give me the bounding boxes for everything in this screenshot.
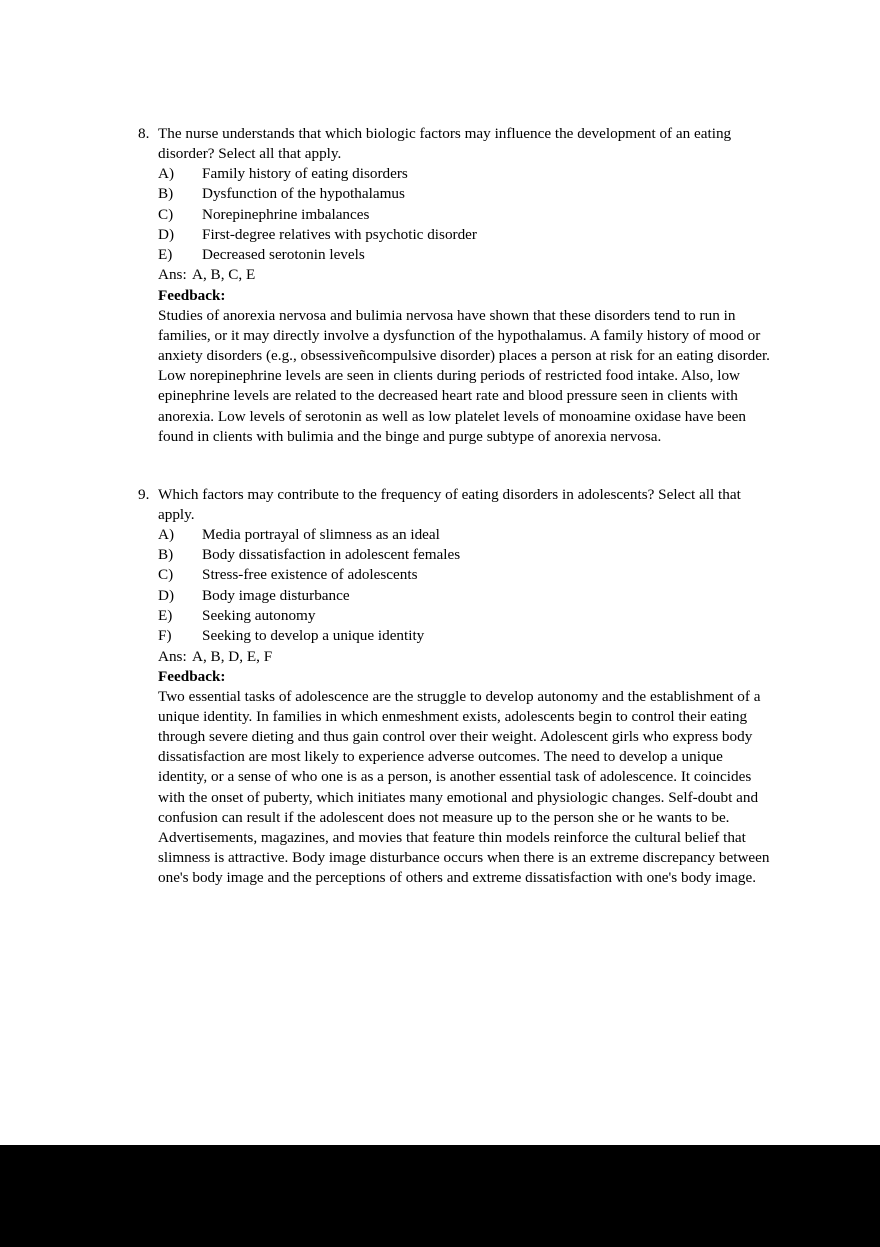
option-text: Norepinephrine imbalances (202, 205, 370, 223)
feedback-text: Two essential tasks of adolescence are the struggle to develop autonomy and the establishment of a unique identity. In families in which enmeshment exists, adolescents begin to control their eating through severe dieting and thus gain control over their weight. Adolescent girls who express body dissatisfaction are most likely to experience adverse outcomes. The need to develop a unique identity, or a sense of who one is as a person, is another essential task of adolescence. It coincides with the onset of puberty, which initiates many emotional and physiologic changes. Self-doubt and confusion can result if the adolescent does not measure up to the person she or he wants to be. Advertisements, magazines, and movies that feature thin models reinforce the cultural belief that slimness is attractive. Body image disturbance occurs when there is an extreme discrepancy between one's body image and the perceptions of others and extreme dissatisfaction with one's body image. (158, 688, 770, 886)
option-letter: A) (158, 525, 175, 543)
document-content (138, 124, 774, 888)
option-letter: E) (158, 246, 173, 264)
answer-option[interactable] (158, 205, 774, 225)
feedback-text: Studies of anorexia nervosa and bulimia nervosa have shown that these disorders tend to run in families, or it may directly involve a dysfunction of the hypothalamus. A family history of mood or anxiety disorders (e.g., obsessiveñcompulsive disorder) places a person at risk for an eating disorder. Low norepinephrine levels are seen in clients during periods of restricted food intake. Also, low epinephrine levels are related to the decreased heart rate and blood pressure seen in clients with anorexia. Low levels of serotonin as well as low platelet levels of monoamine oxidase have been found in clients with bulimia and the binge and purge subtype of anorexia nervosa. (158, 307, 770, 445)
answer-value: A, B, C, E (192, 266, 256, 284)
answer-label: Ans: (158, 266, 187, 284)
feedback-label: Feedback: (158, 286, 226, 304)
option-letter: B) (158, 185, 174, 203)
answer-option[interactable] (158, 225, 774, 245)
answer-option[interactable] (158, 545, 774, 565)
option-letter: C) (158, 205, 174, 223)
answer-options-list (138, 164, 774, 265)
question-stem-text: The nurse understands that which biologic factors may influence the development of an eating disorder? Select all that apply. (158, 125, 732, 162)
answer-option[interactable] (158, 565, 774, 585)
option-letter: E) (158, 606, 173, 624)
option-text: Dysfunction of the hypothalamus (202, 185, 405, 203)
answer-label: Ans: (158, 647, 187, 665)
option-text: First-degree relatives with psychotic disorder (202, 225, 477, 243)
option-letter: D) (158, 225, 175, 243)
question-stem-text: Which factors may contribute to the frequency of eating disorders in adolescents? Select all that apply. (158, 485, 741, 523)
option-letter: A) (158, 165, 175, 182)
feedback-label: Feedback: (158, 667, 226, 685)
answer-option[interactable] (158, 525, 774, 545)
question-stem (138, 485, 774, 525)
answer-option[interactable] (158, 606, 774, 626)
answer-option[interactable] (158, 245, 774, 265)
option-text: Body dissatisfaction in adolescent females (202, 546, 461, 564)
option-text: Media portrayal of slimness as an ideal (202, 525, 440, 543)
option-text: Decreased serotonin levels (202, 246, 365, 264)
question-stem (138, 124, 774, 164)
answer-row (138, 647, 774, 667)
option-text: Body image disturbance (202, 586, 350, 604)
answer-option[interactable] (158, 626, 774, 646)
option-text: Seeking autonomy (202, 606, 316, 624)
option-letter: D) (158, 586, 175, 604)
answer-value: A, B, D, E, F (192, 647, 273, 665)
question-block (138, 485, 774, 888)
option-letter: C) (158, 566, 174, 584)
option-text: Family history of eating disorders (202, 165, 408, 182)
option-letter: F) (158, 627, 172, 645)
answer-option[interactable] (158, 586, 774, 606)
answer-options-list (138, 525, 774, 647)
question-block (138, 124, 774, 447)
option-text: Stress-free existence of adolescents (202, 566, 418, 584)
option-letter: B) (158, 546, 174, 564)
option-text: Seeking to develop a unique identity (202, 627, 425, 645)
answer-option[interactable] (158, 164, 774, 184)
question-number: 9. (138, 485, 150, 503)
question-number: 8. (138, 125, 150, 142)
page-bottom-black-band (0, 1145, 880, 1247)
answer-row (138, 265, 774, 285)
answer-option[interactable] (158, 184, 774, 204)
